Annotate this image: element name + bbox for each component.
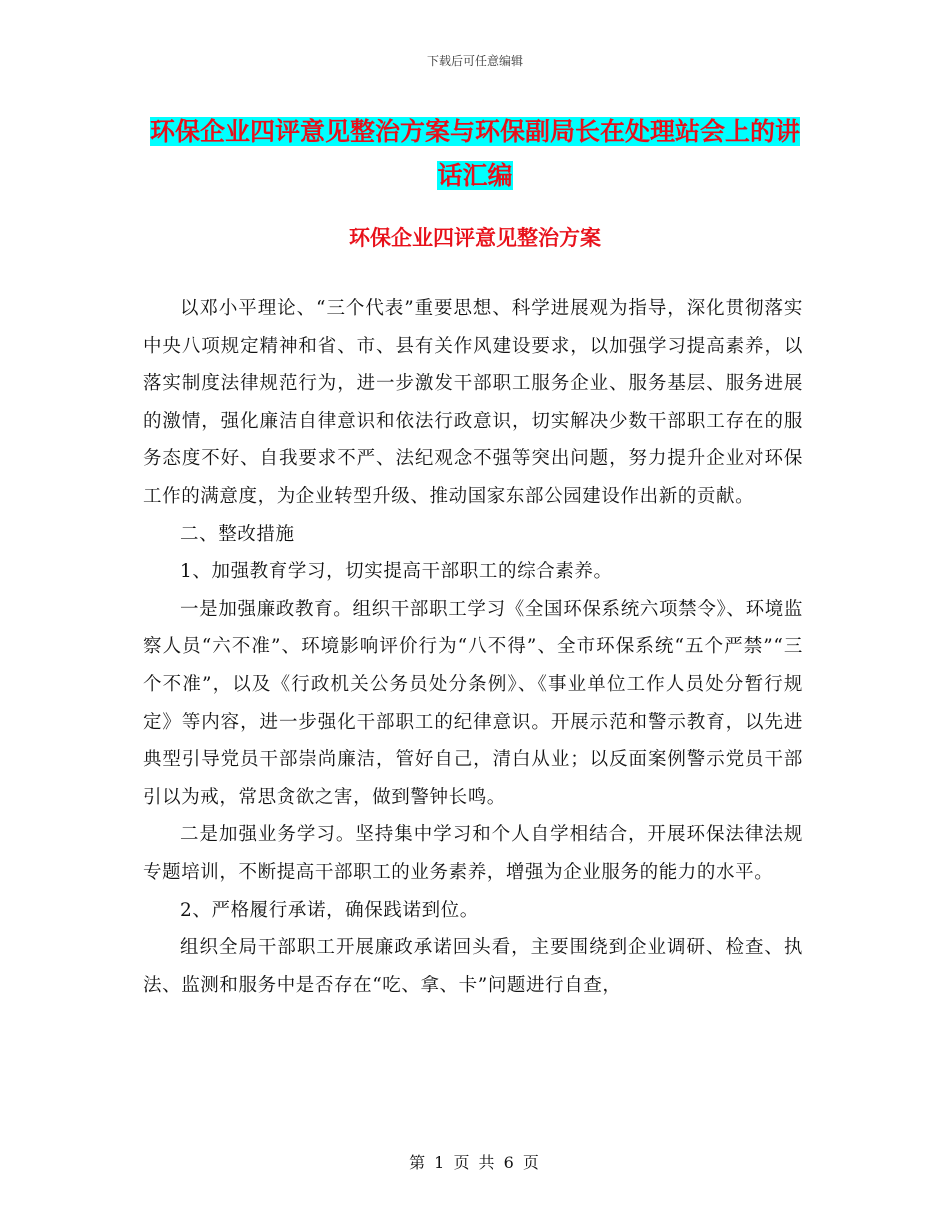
paragraph: 二是加强业务学习。坚持集中学习和个人自学相结合，开展环保法律法规专题培训，不断提高干部职工的业务素养，增强为企业服务的能力的水平。 <box>143 824 803 883</box>
section-title: 环保企业四评意见整治方案 <box>349 225 601 250</box>
page-header: 下载后可任意编辑 <box>426 54 523 68</box>
page-footer: 第 1 页 共 6 页 <box>409 1153 541 1172</box>
document-body <box>143 290 803 1004</box>
document-title-text: 环保企业四评意见整治方案与环保副局长在处理站会上的讲话汇编 <box>149 117 800 190</box>
paragraph: 组织全局干部职工开展廉政承诺回头看，主要围绕到企业调研、检查、执法、监测和服务中是否存在“吃、拿、卡”问题进行自查， <box>143 937 803 996</box>
paragraph: 一是加强廉政教育。组织干部职工学习《全国环保系统六项禁令》、环境监察人员“六不准”、环境影响评价行为“八不得”、全市环保系统“五个严禁”“三个不准”，以及《行政机关公务员处分条例》、《事业单位工作人员处分暂行规定》等内容，进一步强化干部职工的纪律意识。开展示范和警示教育，以先进典型引导党员干部崇尚廉洁，管好自己，清白从业；以反面案例警示党员干部引以为戒，常思贪欲之害，做到警钟长鸣。 <box>143 598 803 808</box>
document-title <box>140 110 810 198</box>
paragraph: 1、加强教育学习，切实提高干部职工的综合素养。 <box>180 561 613 583</box>
paragraph: 以邓小平理论、“三个代表”重要思想、科学进展观为指导，深化贯彻落实中央八项规定精神和省、市、县有关作风建设要求，以加强学习提高素养，以落实制度法律规范行为，进一步激发干部职工服务企业、服务基层、服务进展的激情，强化廉洁自律意识和依法行政意识，切实解决少数干部职工存在的服务态度不好、自我要求不严、法纪观念不强等突出问题，努力提升企业对环保工作的满意度，为企业转型升级、推动国家东部公园建设作出新的贡献。 <box>143 298 803 507</box>
paragraph: 2、严格履行承诺，确保践诺到位。 <box>180 899 479 921</box>
paragraph: 二、整改措施 <box>180 523 295 545</box>
